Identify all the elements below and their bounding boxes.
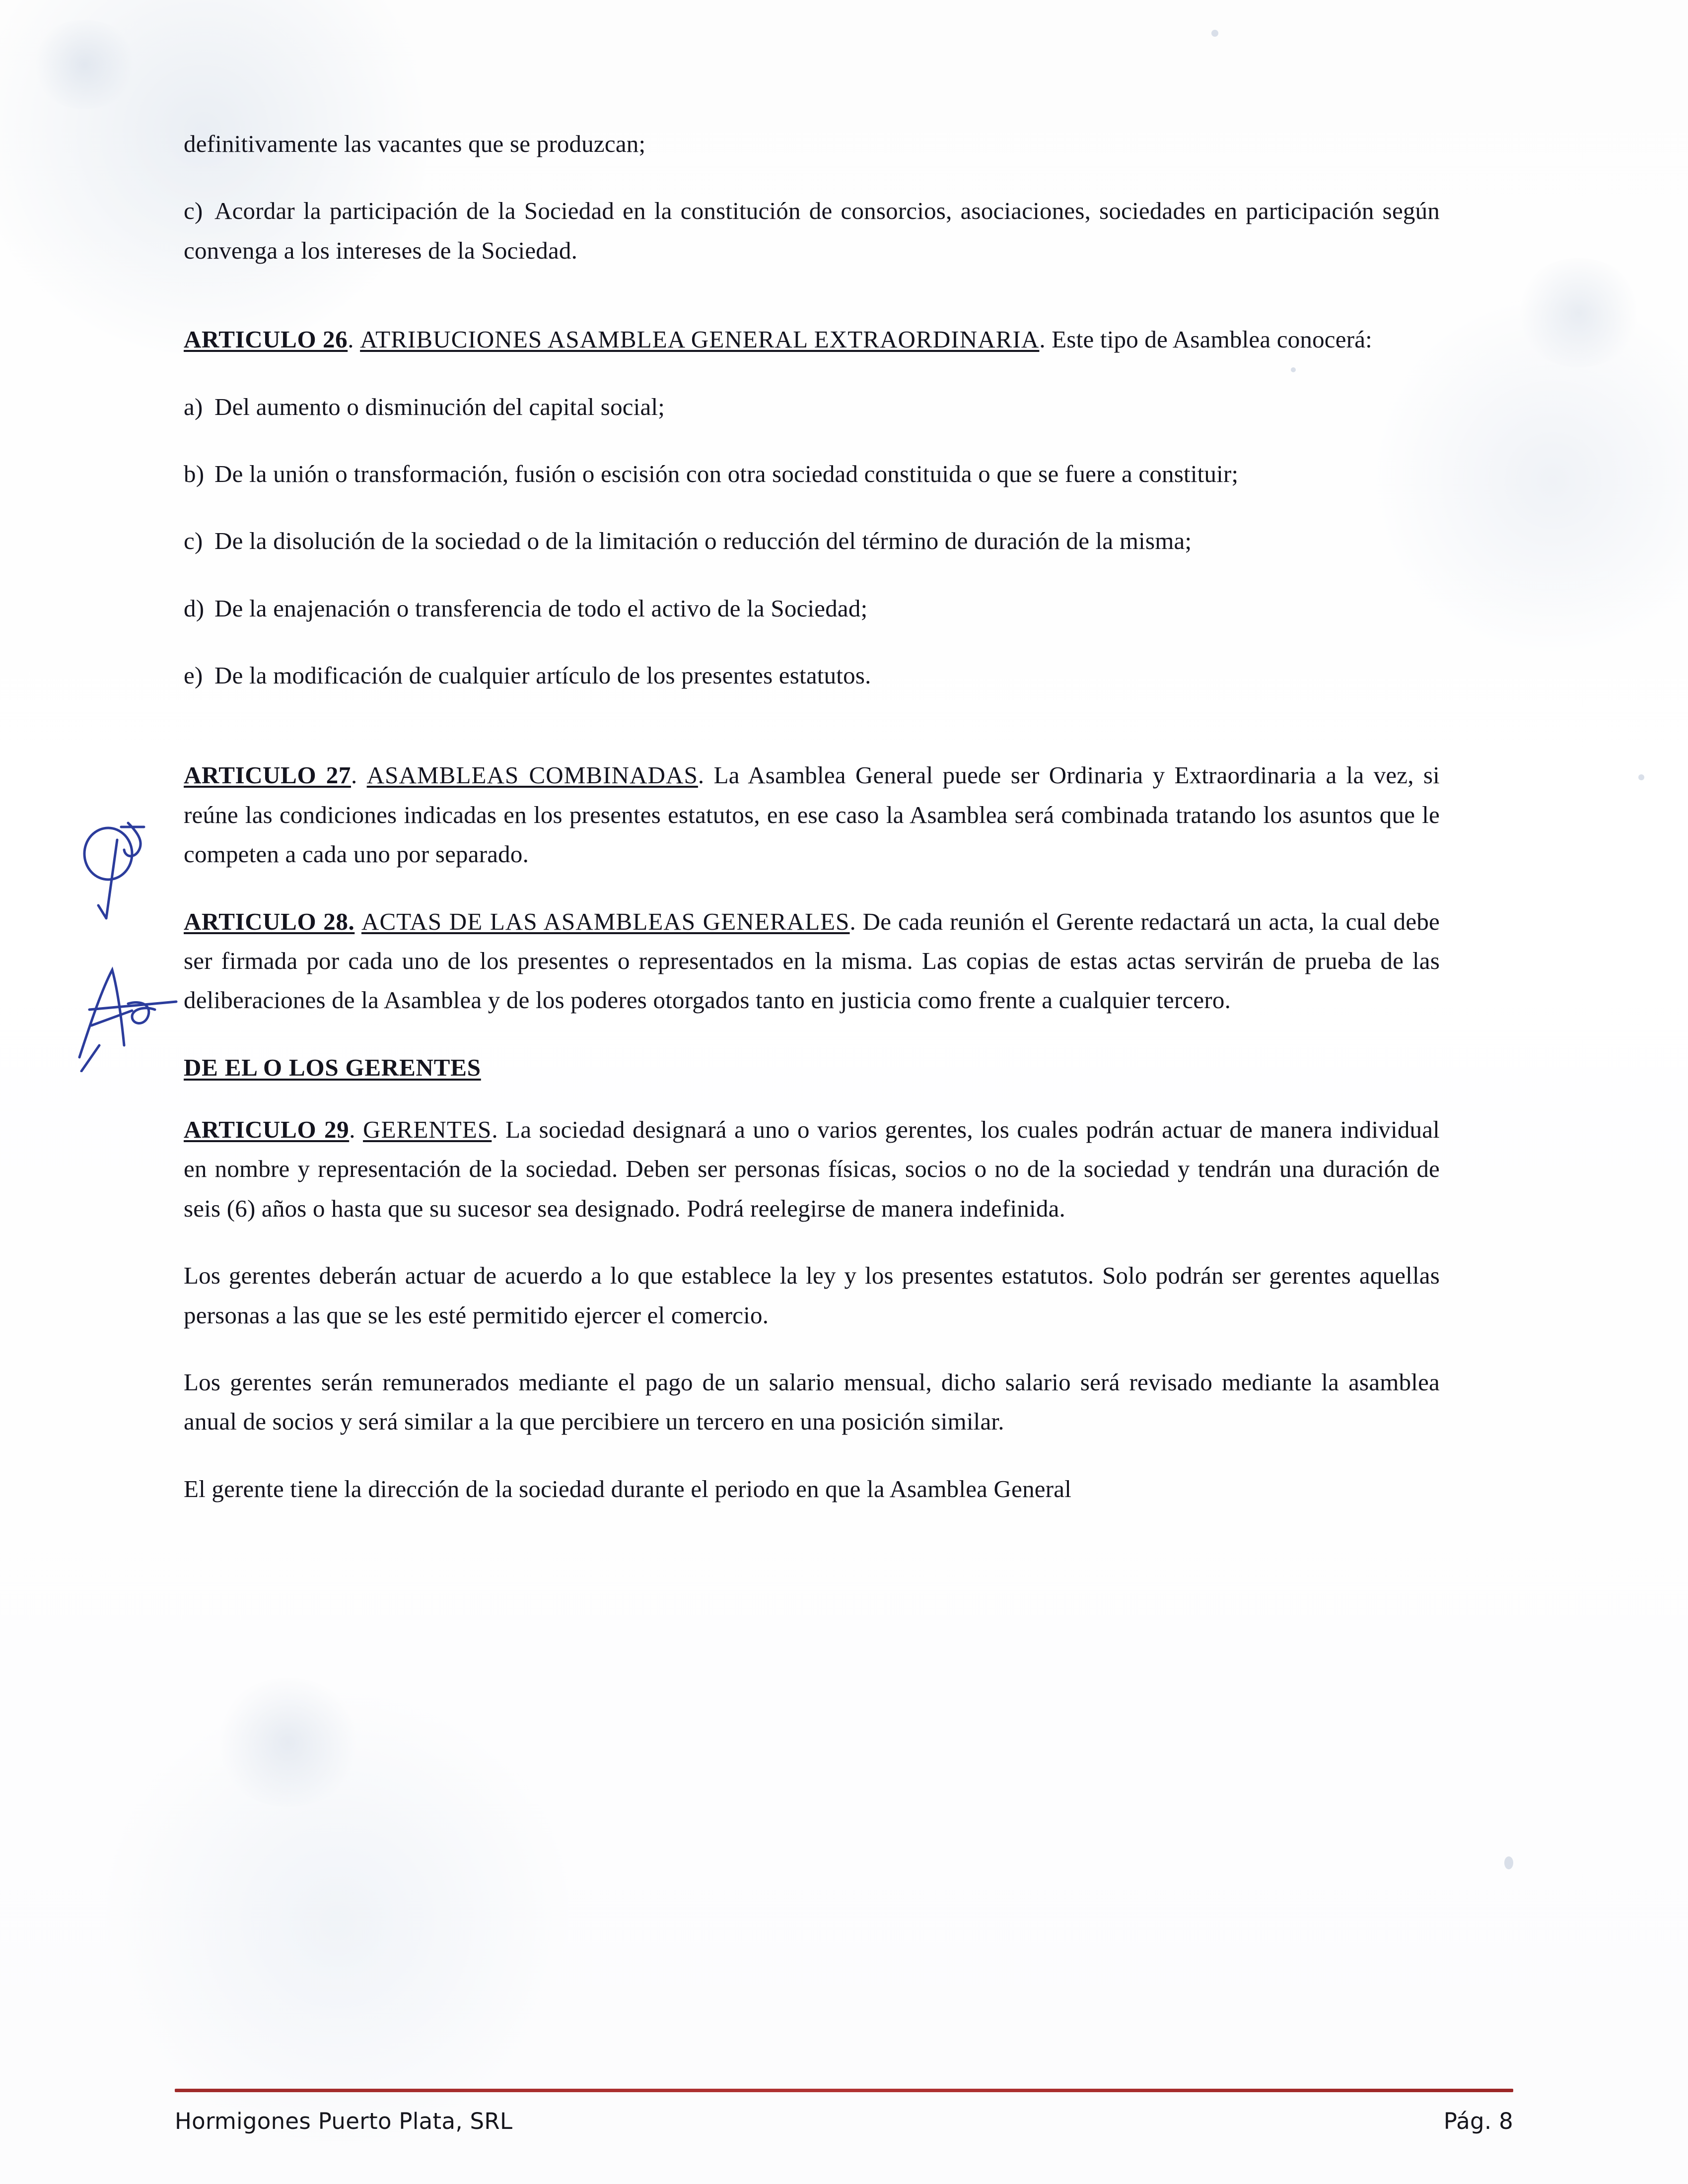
article-number: ARTICULO 28. <box>184 907 355 935</box>
paragraph-gerentes-3: El gerente tiene la dirección de la sociedad durante el periodo en que la Asamblea General <box>184 1475 1072 1502</box>
article-text: . De cada reunión el Gerente redactará un acta, la cual debe ser firmada por cada uno de los presentes o representados en la misma. Las copias de estas actas servirán de prueba de las deliberaciones de la Asamblea y de los poderes otorgados tanto en justicia como frente a cualquier tercero. <box>184 907 1440 1014</box>
scan-smudge <box>1514 258 1643 367</box>
articulo-27-block <box>184 755 1440 874</box>
article-separator: . <box>349 1116 355 1143</box>
list-marker: a) <box>184 393 203 420</box>
article-separator: . <box>348 326 354 353</box>
section-title-text: DE EL O LOS GERENTES <box>184 1053 481 1081</box>
articulo-26-block <box>184 320 1440 359</box>
footer-divider <box>175 2089 1513 2092</box>
list-item-text: De la disolución de la sociedad o de la limitación o reducción del término de duración de la misma; <box>214 527 1192 555</box>
block-spacer <box>184 734 1440 755</box>
paragraph-gerentes-1: Los gerentes deberán actuar de acuerdo a lo que establece la ley y los presentes estatutos. Solo podrán ser gerentes aquellas personas a las que se les esté permitido ejercer el comercio. <box>184 1262 1440 1329</box>
list-marker: d) <box>184 594 205 622</box>
footer-company: Hormigones Puerto Plata, SRL <box>175 2108 513 2134</box>
list-item-text: De la enajenación o transferencia de todo el activo de la Sociedad; <box>214 594 868 622</box>
list-item-text: Del aumento o disminución del capital social; <box>214 393 665 420</box>
paragraph-continuation: definitivamente las vacantes que se produzcan; <box>184 130 646 157</box>
article-heading: ACTAS DE LAS ASAMBLEAS GENERALES <box>361 907 850 935</box>
handwritten-initials-icon <box>70 958 184 1072</box>
articulo-29-block <box>184 1110 1440 1228</box>
scan-speck <box>1504 1856 1513 1869</box>
scan-speck <box>1211 30 1218 37</box>
list-item-d-26 <box>184 589 1440 628</box>
list-item-text: Acordar la participación de la Sociedad en la constitución de consorcios, asociaciones, sociedades en participación según convenga a los intereses de la Sociedad. <box>184 197 1440 264</box>
article-text: . La sociedad designará a uno o varios gerentes, los cuales podrán actuar de manera individual en nombre y representación de la sociedad. Deben ser personas físicas, socios o no de la sociedad y tendrán una duración de seis (6) años o hasta que su sucesor sea designado. Podrá reelegirse de manera indefinida. <box>184 1116 1440 1222</box>
list-marker: c) <box>184 527 203 555</box>
article-heading: GERENTES <box>363 1116 492 1143</box>
scan-smudge <box>30 20 139 109</box>
article-separator: . <box>351 761 357 789</box>
scan-speck <box>1638 774 1644 780</box>
list-item-text: De la modificación de cualquier artículo de los presentes estatutos. <box>214 662 871 689</box>
paragraph-gerentes-2: Los gerentes serán remunerados mediante el pago de un salario mensual, dicho salario será revisado mediante la asamblea anual de socios y será similar a la que percibiere un tercero en una posición similar. <box>184 1368 1440 1435</box>
article-heading: ASAMBLEAS COMBINADAS <box>366 761 698 789</box>
list-item-c-26 <box>184 521 1440 560</box>
article-number: ARTICULO 26 <box>184 326 348 353</box>
handwritten-initials-icon <box>70 814 169 928</box>
article-text: . La Asamblea General puede ser Ordinaria y Extraordinaria a la vez, si reúne las condiciones indicadas en los presentes estatutos, en ese caso la Asamblea será combinada tratando los asuntos que le competen a cada uno por separado. <box>184 761 1440 868</box>
list-item-a-26 <box>184 387 1440 426</box>
article-text: . Este tipo de Asamblea conocerá: <box>1039 326 1372 353</box>
list-item-b-26 <box>184 454 1440 493</box>
footer-page-number: Pág. 8 <box>1443 2108 1513 2134</box>
scan-smudge <box>213 1678 362 1807</box>
block-spacer <box>184 298 1440 320</box>
list-item-c-25 <box>184 191 1440 270</box>
articulo-28-block <box>184 902 1440 1020</box>
list-marker: e) <box>184 662 203 689</box>
page-footer <box>175 2108 1513 2134</box>
article-number: ARTICULO 27 <box>184 761 351 789</box>
article-number: ARTICULO 29 <box>184 1116 350 1143</box>
list-item-e-26 <box>184 656 1440 695</box>
article-heading: ATRIBUCIONES ASAMBLEA GENERAL EXTRAORDINARIA <box>360 326 1040 353</box>
section-title-gerentes <box>184 1048 1440 1087</box>
list-marker: c) <box>184 197 203 225</box>
list-marker: b) <box>184 460 205 487</box>
document-body <box>184 124 1440 1536</box>
list-item-text: De la unión o transformación, fusión o escisión con otra sociedad constituida o que se fuere a constituir; <box>214 460 1239 487</box>
